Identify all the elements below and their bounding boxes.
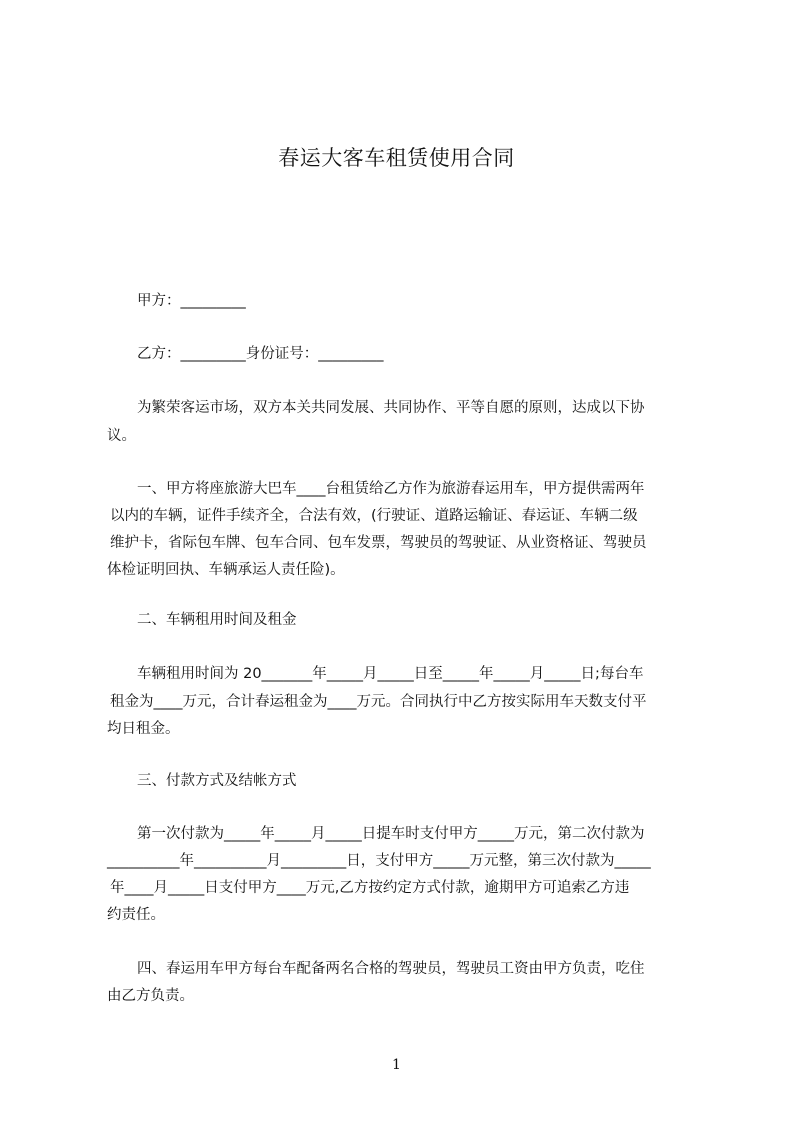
clause-1-line-1: 一、甲方将座旅游大巴车____台租赁给乙方作为旅游春运用车，甲方提供需两年 (137, 481, 645, 497)
clause-4-line-2: 由乙方负责。 (107, 988, 194, 1004)
clause-2-heading: 二、车辆租用时间及租金 (137, 612, 297, 628)
clause-3-line-1: 第一次付款为_____年_____月_____日提车时支付甲方_____万元，第二次付款为 (137, 826, 645, 842)
clause-3-line-3: 年____月_____日支付甲方____万元,乙方按约定方式付款，逾期甲方可追索乙方违 (110, 880, 630, 896)
page-number: 1 (392, 1057, 401, 1073)
intro-line-2: 议。 (107, 428, 136, 444)
clause-3-heading: 三、付款方式及结帐方式 (137, 773, 297, 789)
clause-4-line-1: 四、春运用车甲方每台车配备两名合格的驾驶员，驾驶员工资由甲方负责，吃住 (137, 961, 645, 977)
intro-line-1: 为繁荣客运市场，双方本关共同发展、共同协作、平等自愿的原则，达成以下协 (137, 400, 645, 416)
party-b-line: 乙方：_________身份证号：_________ (137, 346, 384, 362)
clause-3-line-2: __________年__________月_________日，支付甲方_____万元整，第三次付款为_____ (107, 853, 651, 869)
party-a-line: 甲方：_________ (137, 293, 246, 309)
clause-3-line-4: 约责任。 (107, 907, 165, 923)
clause-1-line-3: 维护卡，省际包车牌、包车合同、包车发票，驾驶员的驾驶证、从业资格证、驾驶员 (110, 535, 647, 551)
clause-2-line-2: 租金为____万元，合计春运租金为____万元。合同执行中乙方按实际用车天数支付平 (110, 694, 647, 710)
clause-2-line-3: 均日租金。 (107, 721, 180, 737)
clause-1-line-2: 以内的车辆，证件手续齐全，合法有效，(行驶证、道路运输证、春运证、车辆二级 (110, 508, 638, 524)
document-title: 春运大客车租赁使用合同 (278, 146, 515, 170)
clause-2-line-1: 车辆租用时间为 20_______年_____月_____日至_____年_____月_____日;每台车 (137, 666, 644, 682)
clause-1-line-4: 体检证明回执、车辆承运人责任险)。 (107, 562, 345, 578)
